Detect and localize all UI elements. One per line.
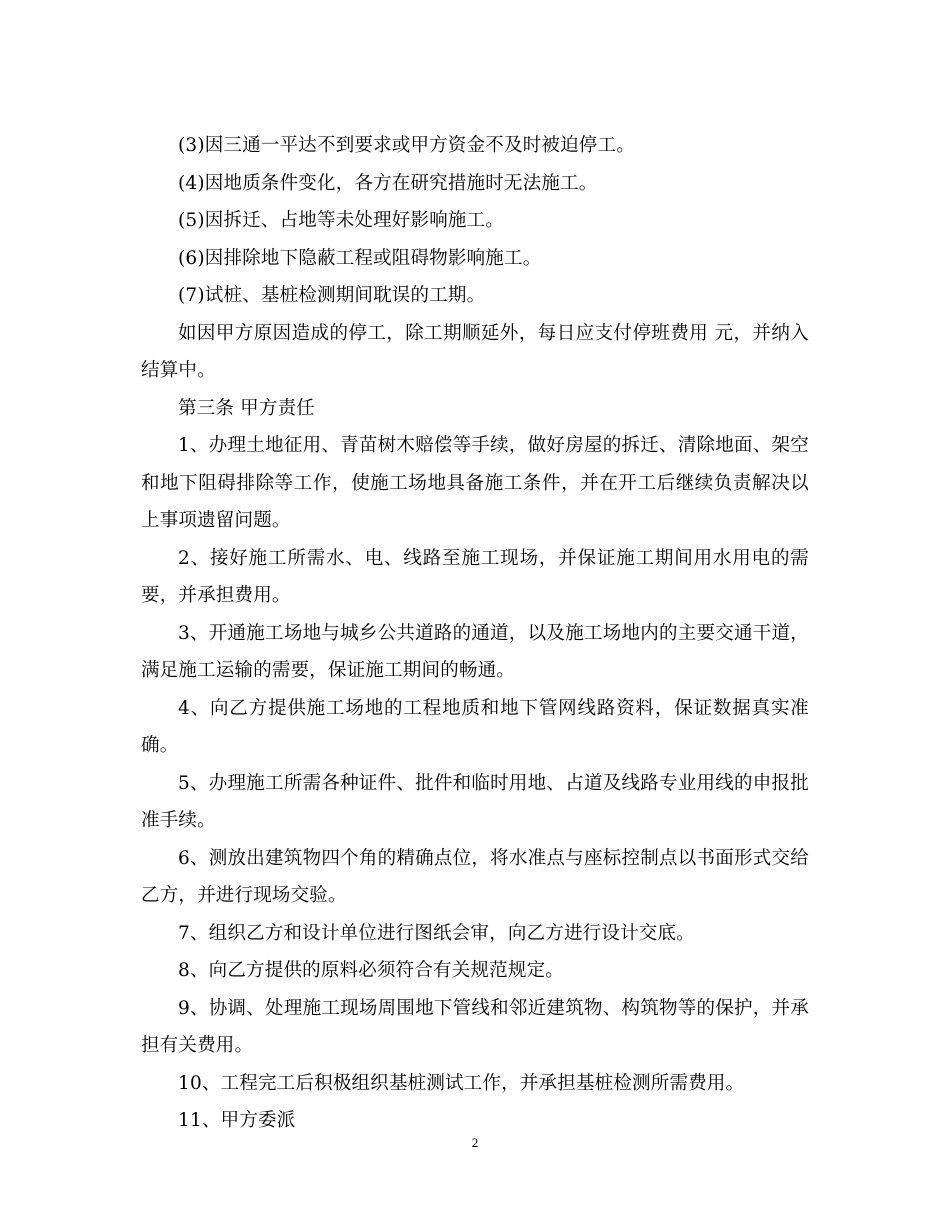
duty-item-3: 3、开通施工场地与城乡公共道路的通道，以及施工场地内的主要交通干道，满足施工运输的需要，保证施工期间的畅通。	[141, 622, 809, 681]
duty-item-1: 1、办理土地征用、青苗树木赔偿等手续，做好房屋的拆迁、清除地面、架空和地下阻碍排除等工作，使施工场地具备施工条件，并在开工后继续负责解决以上事项遗留问题。	[141, 435, 809, 531]
paragraph-item-6: (6)因排除地下隐蔽工程或阻碍物影响施工。	[178, 247, 542, 269]
duty-item-9: 9、协调、处理施工现场周围地下管线和邻近建筑物、构筑物等的保护，并承担有关费用。	[141, 997, 809, 1056]
duty-item-2: 2、接好施工所需水、电、线路至施工现场，并保证施工期间用水用电的需要，并承担费用。	[141, 547, 809, 606]
duty-item-5: 5、办理施工所需各种证件、批件和临时用地、占道及线路专业用线的申报批准手续。	[141, 772, 809, 831]
duty-item-8: 8、向乙方提供的原料必须符合有关规范规定。	[178, 960, 564, 981]
document-body	[141, 127, 809, 1140]
duty-item-11: 11、甲方委派	[178, 1110, 296, 1131]
page-number: 2	[471, 1135, 479, 1150]
duty-item-7: 7、组织乙方和设计单位进行图纸会审，向乙方进行设计交底。	[178, 922, 695, 944]
paragraph-item-3: (3)因三通一平达不到要求或甲方资金不及时被迫停工。	[178, 135, 635, 156]
paragraph-item-7: (7)试桩、基桩检测期间耽误的工期。	[178, 285, 486, 306]
paragraph-item-4: (4)因地质条件变化，各方在研究措施时无法施工。	[178, 172, 598, 194]
paragraph-stoppage-fee: 如因甲方原因造成的停工，除工期顺延外，每日应支付停班费用 元，并纳入结算中。	[141, 322, 809, 381]
duty-item-6: 6、测放出建筑物四个角的精确点位，将水准点与座标控制点以书面形式交给乙方，并进行现场交验。	[141, 847, 809, 906]
duty-item-4: 4、向乙方提供施工场地的工程地质和地下管网线路资料，保证数据真实准确。	[141, 697, 809, 756]
paragraph-item-5: (5)因拆迁、占地等未处理好影响施工。	[178, 210, 505, 231]
duty-item-10: 10、工程完工后积极组织基桩测试工作，并承担基桩检测所需费用。	[178, 1072, 745, 1094]
section-heading-article-3: 第三条 甲方责任	[178, 397, 315, 419]
